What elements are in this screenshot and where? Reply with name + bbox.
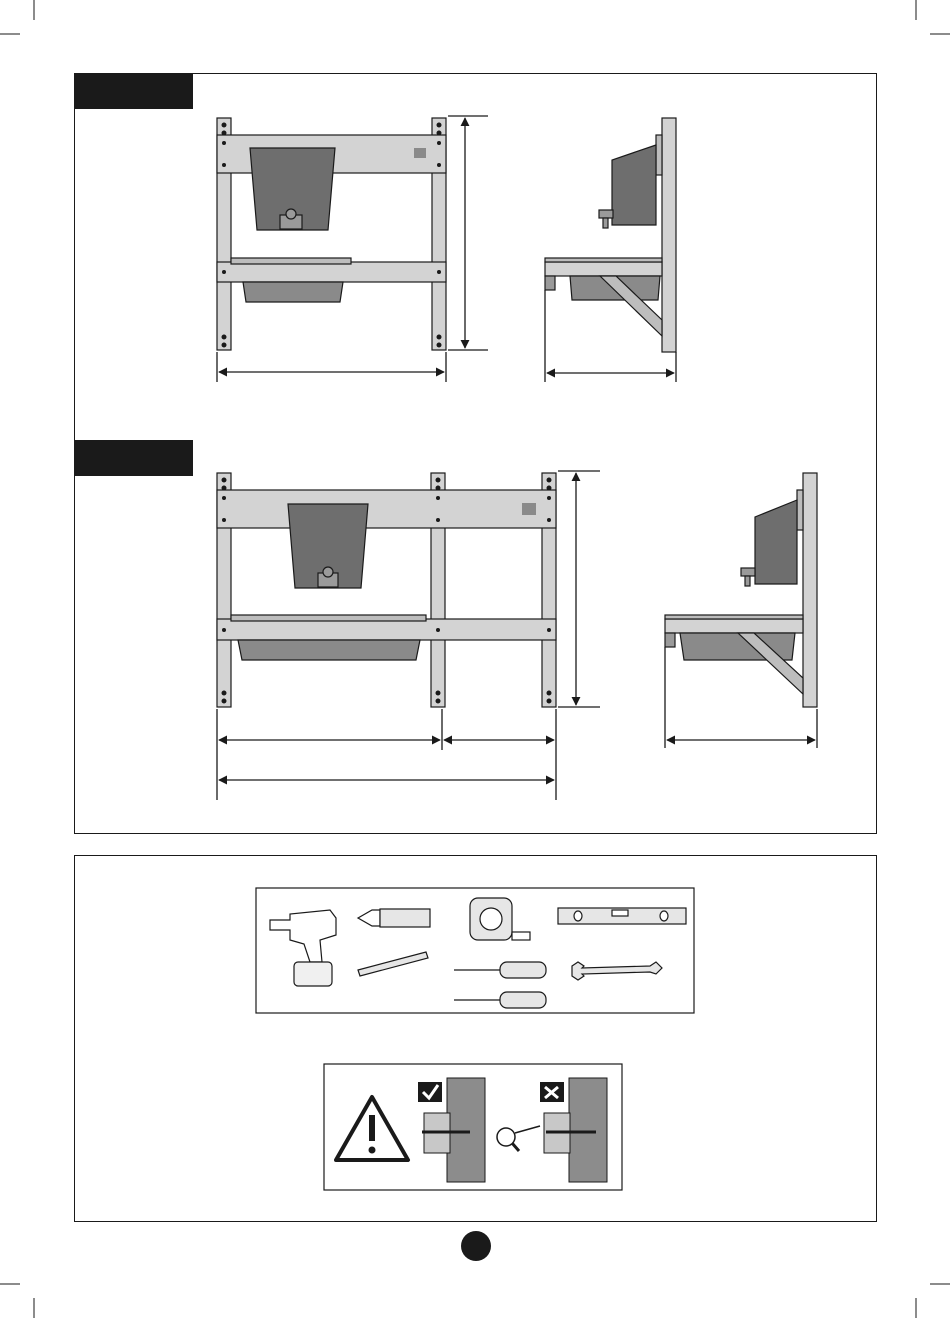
page-number-badge — [461, 1231, 491, 1261]
